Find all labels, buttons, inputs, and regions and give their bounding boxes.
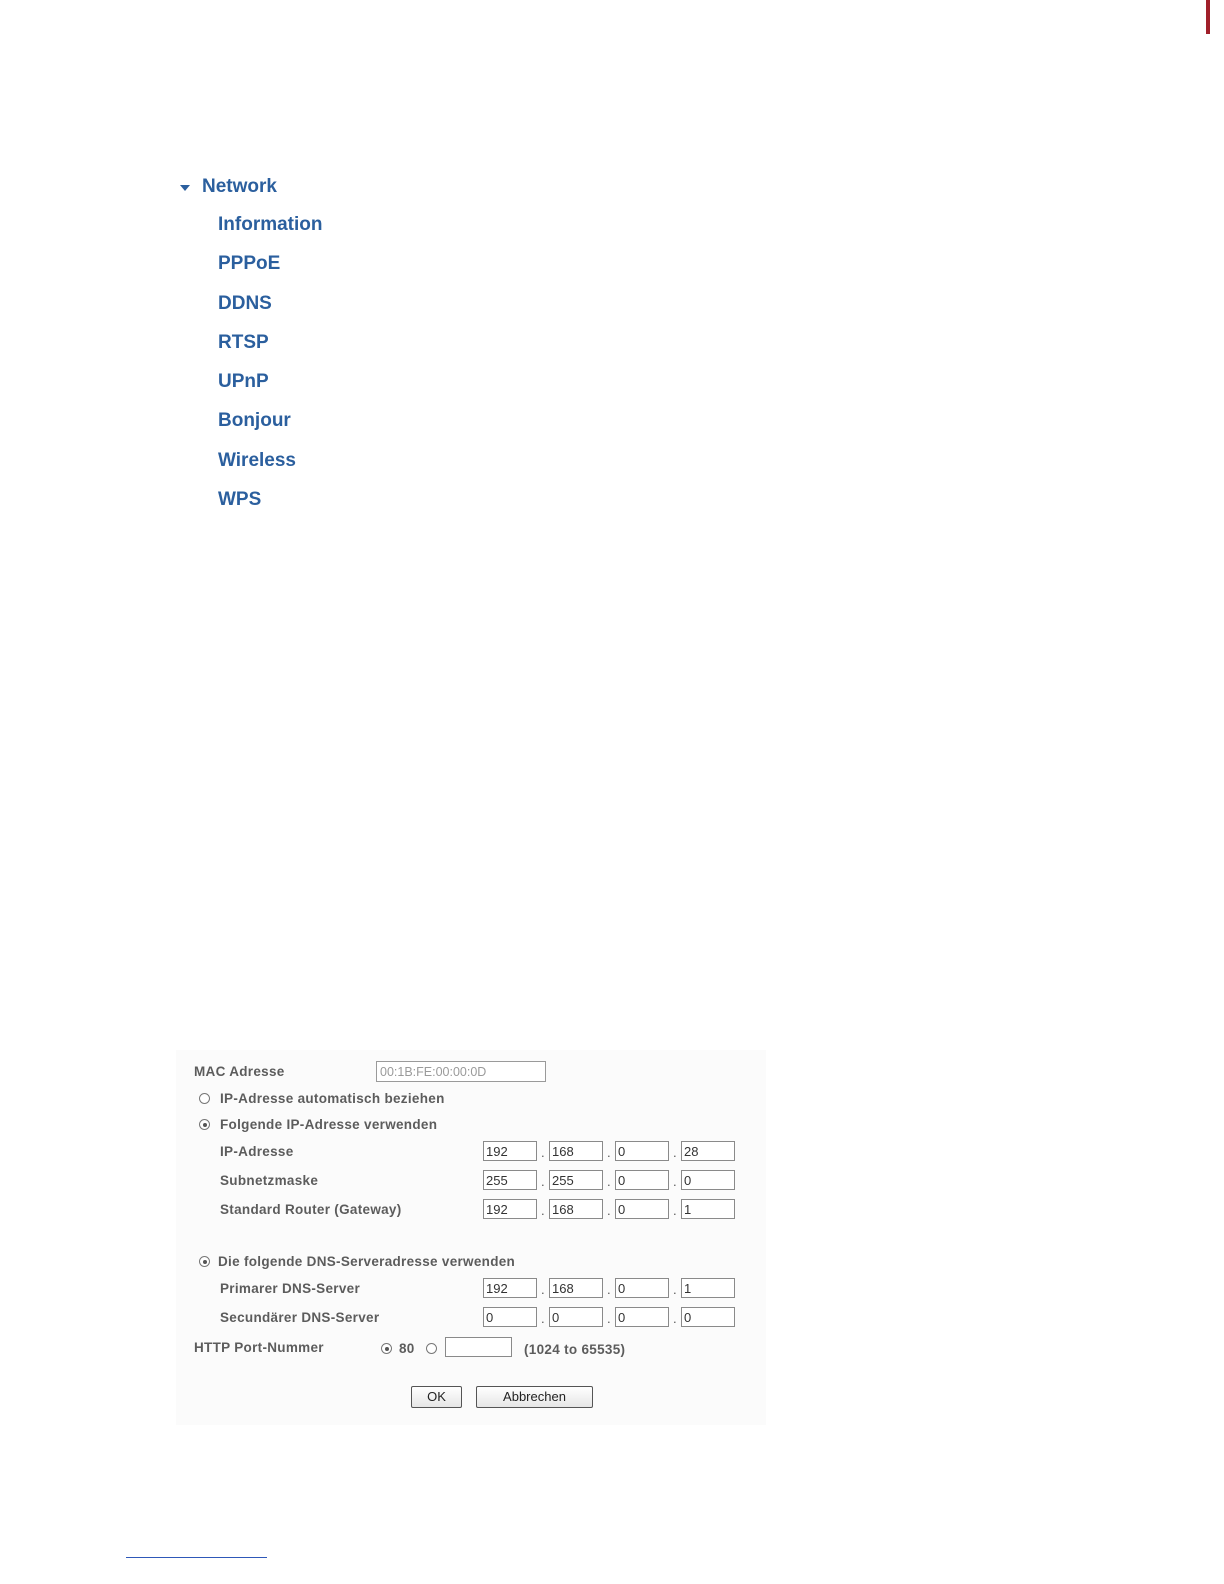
footnote-rule <box>126 1557 267 1558</box>
mac-address-label: MAC Adresse <box>194 1064 285 1079</box>
menu-item-ddns[interactable]: DDNS <box>218 292 272 314</box>
ok-button[interactable]: OK <box>411 1386 462 1408</box>
primary-dns-octet-2[interactable] <box>549 1278 603 1298</box>
menu-item-upnp[interactable]: UPnP <box>218 371 269 393</box>
http-port-custom-input[interactable] <box>445 1337 512 1357</box>
ip-address-octet-2[interactable] <box>549 1141 603 1161</box>
manual-ip-label: Folgende IP-Adresse verwenden <box>220 1117 438 1132</box>
ip-settings-form <box>176 1050 766 1425</box>
octet-separator: . <box>541 1203 545 1218</box>
dns-manual-radio[interactable] <box>199 1256 210 1267</box>
gateway-octet-3[interactable] <box>615 1199 669 1219</box>
secondary-dns-octet-1[interactable] <box>483 1307 537 1327</box>
octet-separator: . <box>673 1311 677 1326</box>
subnet-mask-octet-3[interactable] <box>615 1170 669 1190</box>
secondary-dns-octet-2[interactable] <box>549 1307 603 1327</box>
menu-item-bonjour[interactable]: Bonjour <box>218 410 291 432</box>
gateway-octet-1[interactable] <box>483 1199 537 1219</box>
menu-item-information[interactable]: Information <box>218 214 323 235</box>
subnet-mask-label: Subnetzmaske <box>220 1173 319 1188</box>
octet-separator: . <box>607 1311 611 1326</box>
octet-separator: . <box>541 1282 545 1297</box>
primary-dns-octet-1[interactable] <box>483 1278 537 1298</box>
secondary-dns-octet-3[interactable] <box>615 1307 669 1327</box>
ip-address-octet-1[interactable] <box>483 1141 537 1161</box>
caret-down-icon <box>180 185 190 191</box>
cancel-button[interactable]: Abbrechen <box>476 1386 593 1408</box>
octet-separator: . <box>673 1174 677 1189</box>
manual-ip-radio[interactable] <box>199 1119 210 1130</box>
dns-manual-label: Die folgende DNS-Serveradresse verwenden <box>218 1254 516 1269</box>
ip-address-octet-4[interactable] <box>681 1141 735 1161</box>
http-port-custom-radio[interactable] <box>426 1343 437 1354</box>
http-port-range-hint: (1024 to 65535) <box>524 1342 626 1357</box>
primary-dns-label: Primarer DNS-Server <box>220 1281 361 1296</box>
http-port-label: HTTP Port-Nummer <box>194 1340 324 1355</box>
octet-separator: . <box>607 1203 611 1218</box>
http-port-default-label: 80 <box>399 1341 415 1356</box>
menu-item-wireless[interactable]: Wireless <box>218 449 296 471</box>
gateway-label: Standard Router (Gateway) <box>220 1202 402 1217</box>
octet-separator: . <box>607 1174 611 1189</box>
octet-separator: . <box>607 1145 611 1160</box>
network-menu-title: Network <box>202 176 277 197</box>
octet-separator: . <box>541 1145 545 1160</box>
http-port-default-radio[interactable] <box>381 1343 392 1354</box>
menu-item-rtsp[interactable]: RTSP <box>218 331 269 353</box>
octet-separator: . <box>673 1282 677 1297</box>
primary-dns-octet-4[interactable] <box>681 1278 735 1298</box>
octet-separator: . <box>607 1282 611 1297</box>
ip-address-octet-3[interactable] <box>615 1141 669 1161</box>
gateway-octet-4[interactable] <box>681 1199 735 1219</box>
page-edge-marker <box>1206 0 1210 34</box>
network-menu-header[interactable] <box>180 174 277 200</box>
auto-ip-radio[interactable] <box>199 1093 210 1104</box>
auto-ip-label: IP-Adresse automatisch beziehen <box>220 1091 445 1106</box>
mac-address-field <box>376 1061 546 1082</box>
network-submenu <box>218 212 323 526</box>
menu-item-wps[interactable]: WPS <box>218 489 262 511</box>
menu-item-pppoe[interactable]: PPPoE <box>218 253 281 275</box>
octet-separator: . <box>541 1174 545 1189</box>
secondary-dns-octet-4[interactable] <box>681 1307 735 1327</box>
primary-dns-octet-3[interactable] <box>615 1278 669 1298</box>
octet-separator: . <box>673 1145 677 1160</box>
subnet-mask-octet-2[interactable] <box>549 1170 603 1190</box>
gateway-octet-2[interactable] <box>549 1199 603 1219</box>
octet-separator: . <box>673 1203 677 1218</box>
subnet-mask-octet-4[interactable] <box>681 1170 735 1190</box>
secondary-dns-label: Secundärer DNS-Server <box>220 1310 380 1325</box>
ip-address-label: IP-Adresse <box>220 1144 294 1159</box>
octet-separator: . <box>541 1311 545 1326</box>
subnet-mask-octet-1[interactable] <box>483 1170 537 1190</box>
